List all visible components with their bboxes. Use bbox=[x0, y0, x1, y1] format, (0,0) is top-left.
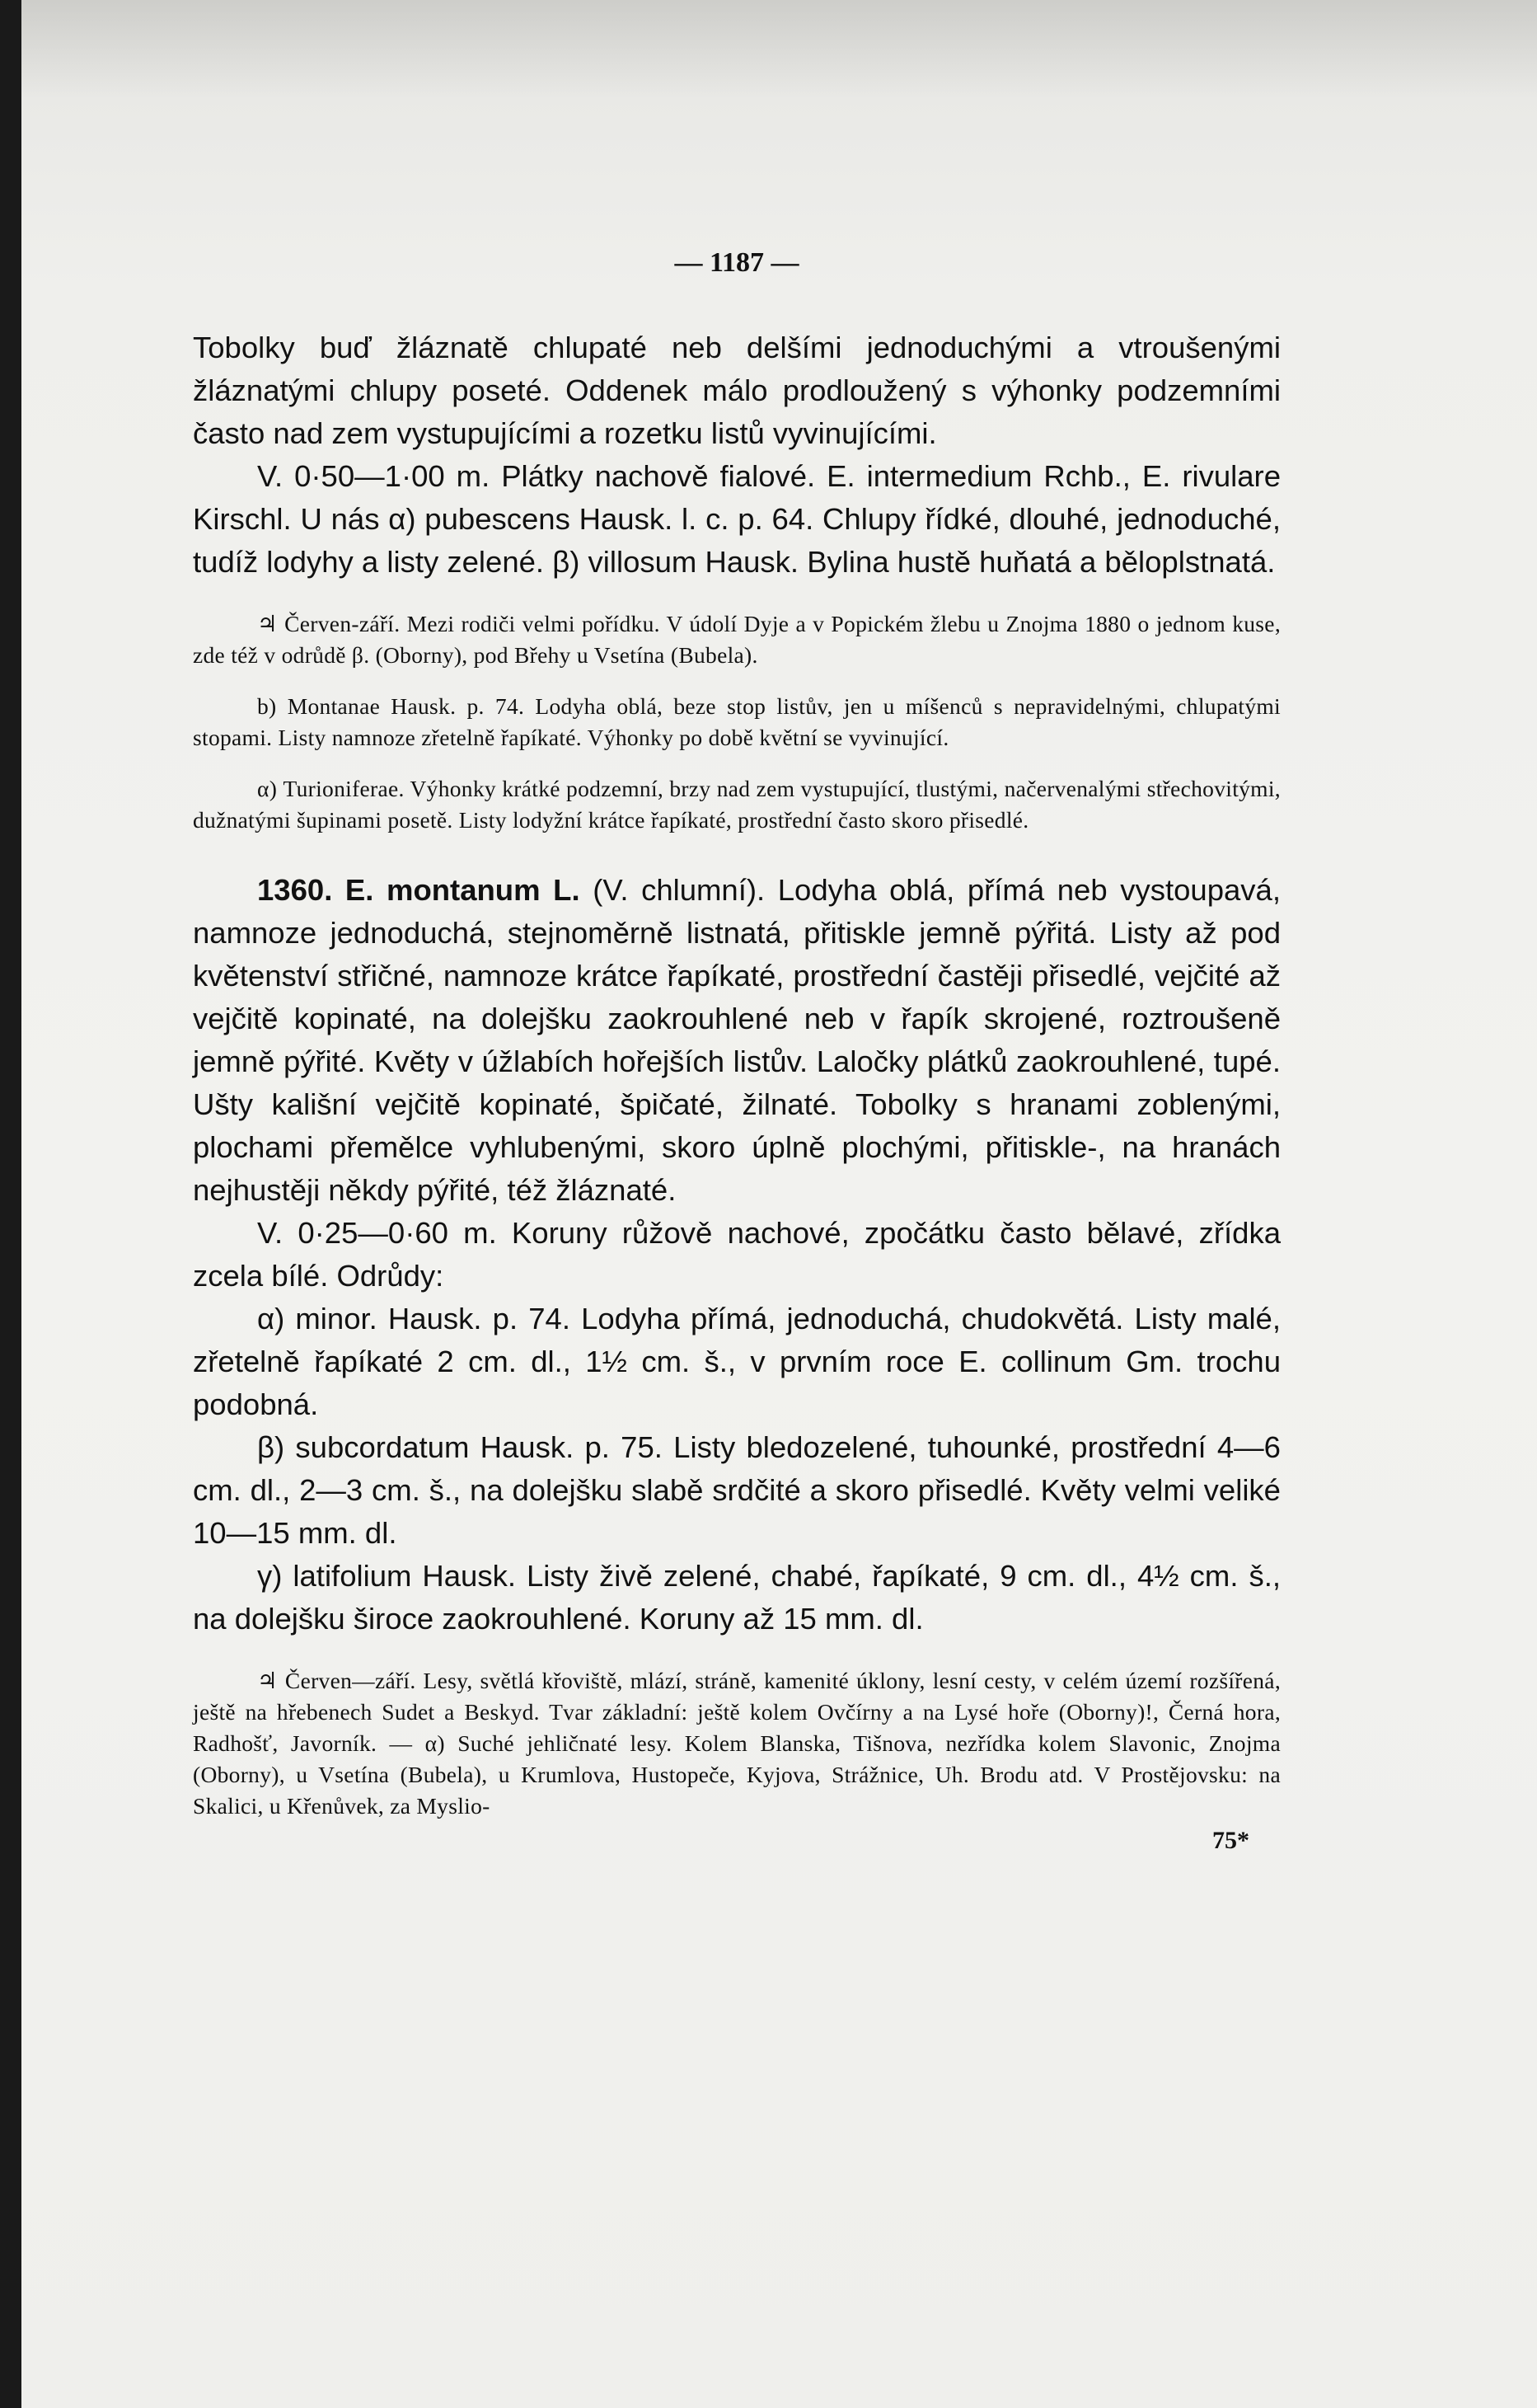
paragraph-distribution: ♃ Červen—září. Lesy, světlá křoviště, mlází, stráně, kamenité úklony, lesní cesty, v celém území rozšířená, ještě na hřebenech Sudet a Beskyd. Tvar základní: ještě kolem Ovčírny a na Lysé hoře (Oborny)!, Černá hora, Radhošť, Javorník. — α) Suché jehličnaté lesy. Kolem Blanska, Tišnova, nezřídka kolem Slavonic, Znojma (Oborny), u Vsetína (Bubela), u Krumlova, Hustopeče, Kyjova, Strážnice, Uh. Brodu atd. V Prostějovsku: na Skalici, u Křenůvek, za Myslio- bbox=[193, 1668, 1281, 1819]
paragraph-species-montanum bbox=[193, 869, 1281, 1212]
paragraph-corolla: V. 0·25—0·60 m. Koruny růžově nachové, zpočátku často bělavé, zřídka zcela bílé. Odrůdy: bbox=[193, 1216, 1281, 1293]
signature-mark: 75* bbox=[1212, 1827, 1249, 1854]
paragraph-size-varieties: V. 0·50—1·00 m. Plátky nachově fialové. E. intermedium Rchb., E. rivulare Kirschl. U nás α) pubescens Hausk. l. c. p. 64. Chlupy řídké, dlouhé, jednoduché, tudíž lodyhy a listy zelené. β) villosum Hausk. Bylina hustě huňatá a běloplstnatá. bbox=[193, 459, 1281, 579]
paragraph-occurrence-hybrid: ♃ Červen-září. Mezi rodiči velmi pořídku. V údolí Dyje a v Popickém žlebu u Znojma 1880 o jednom kuse, zde též v odrůdě β. (Oborny), pod Břehy u Vsetína (Bubela). bbox=[193, 611, 1281, 668]
variety-subcordatum: β) subcordatum Hausk. p. 75. Listy bledozelené, tuhounké, prostřední 4—6 cm. dl., 2—3 cm. š., na dolejšku slabě srdčité a skoro přisedlé. Květy velmi veliké 10—15 mm. dl. bbox=[193, 1430, 1281, 1550]
book-page bbox=[21, 0, 1537, 2408]
species-description: (V. chlumní). Lodyha oblá, přímá neb vystoupavá, namnoze jednoduchá, stejnoměrně listnatá, přitiskle jemně pýřitá. Listy až pod květenství střičné, namnoze krátce řapíkaté, prostřední častěji přisedlé, vejčité až vejčitě kopinaté, na dolejšku zaokrouhlené neb v řapík skrojené, roztroušeně jemně pýřité. Květy v úžlabích hořejších listův. Laločky plátků zaokrouhlené, tupé. Ušty kališní vejčitě kopinaté, špičaté, žilnaté. Tobolky s hranami zoblenými, plochami přemělce vyhlubenými, skoro úplně plochými, přitiskle-, na hranách nejhustěji někdy pýřité, též žláznaté. bbox=[193, 873, 1281, 1207]
paragraph-montanae: b) Montanae Hausk. p. 74. Lodyha oblá, beze stop listův, jen u míšenců s nepravidelnými, chlupatými stopami. Listy namnoze zřetelně řapíkaté. Výhonky po době květní se vyvinující. bbox=[193, 693, 1281, 750]
page-content bbox=[193, 247, 1281, 1855]
paragraph-capsules: Tobolky buď žláznatě chlupaté neb delšími jednoduchými a vtroušenými žláznatými chlupy poseté. Oddenek málo prodloužený s výhonky podzemními často nad zem vystupujícími a rozetku listů vyvinujícími. bbox=[193, 331, 1281, 450]
page-shadow bbox=[21, 0, 1537, 99]
species-heading: 1360. E. montanum L. bbox=[257, 873, 580, 907]
variety-latifolium: γ) latifolium Hausk. Listy živě zelené, chabé, řapíkaté, 9 cm. dl., 4½ cm. š., na dolejšku široce zaokrouhlené. Koruny až 15 mm. dl. bbox=[193, 1559, 1281, 1636]
page-number: — 1187 — bbox=[674, 247, 799, 278]
variety-minor: α) minor. Hausk. p. 74. Lodyha přímá, jednoduchá, chudokvětá. Listy malé, zřetelně řapíkaté 2 cm. dl., 1½ cm. š., v prvním roce E. collinum Gm. trochu podobná. bbox=[193, 1302, 1281, 1421]
paragraph-turioniferae: α) Turioniferae. Výhonky krátké podzemní, brzy nad zem vystupující, tlustými, načervenalými střechovitými, dužnatými šupinami posetě. Listy lodyžní krátce řapíkaté, prostřední často skoro přisedlé. bbox=[193, 776, 1281, 833]
